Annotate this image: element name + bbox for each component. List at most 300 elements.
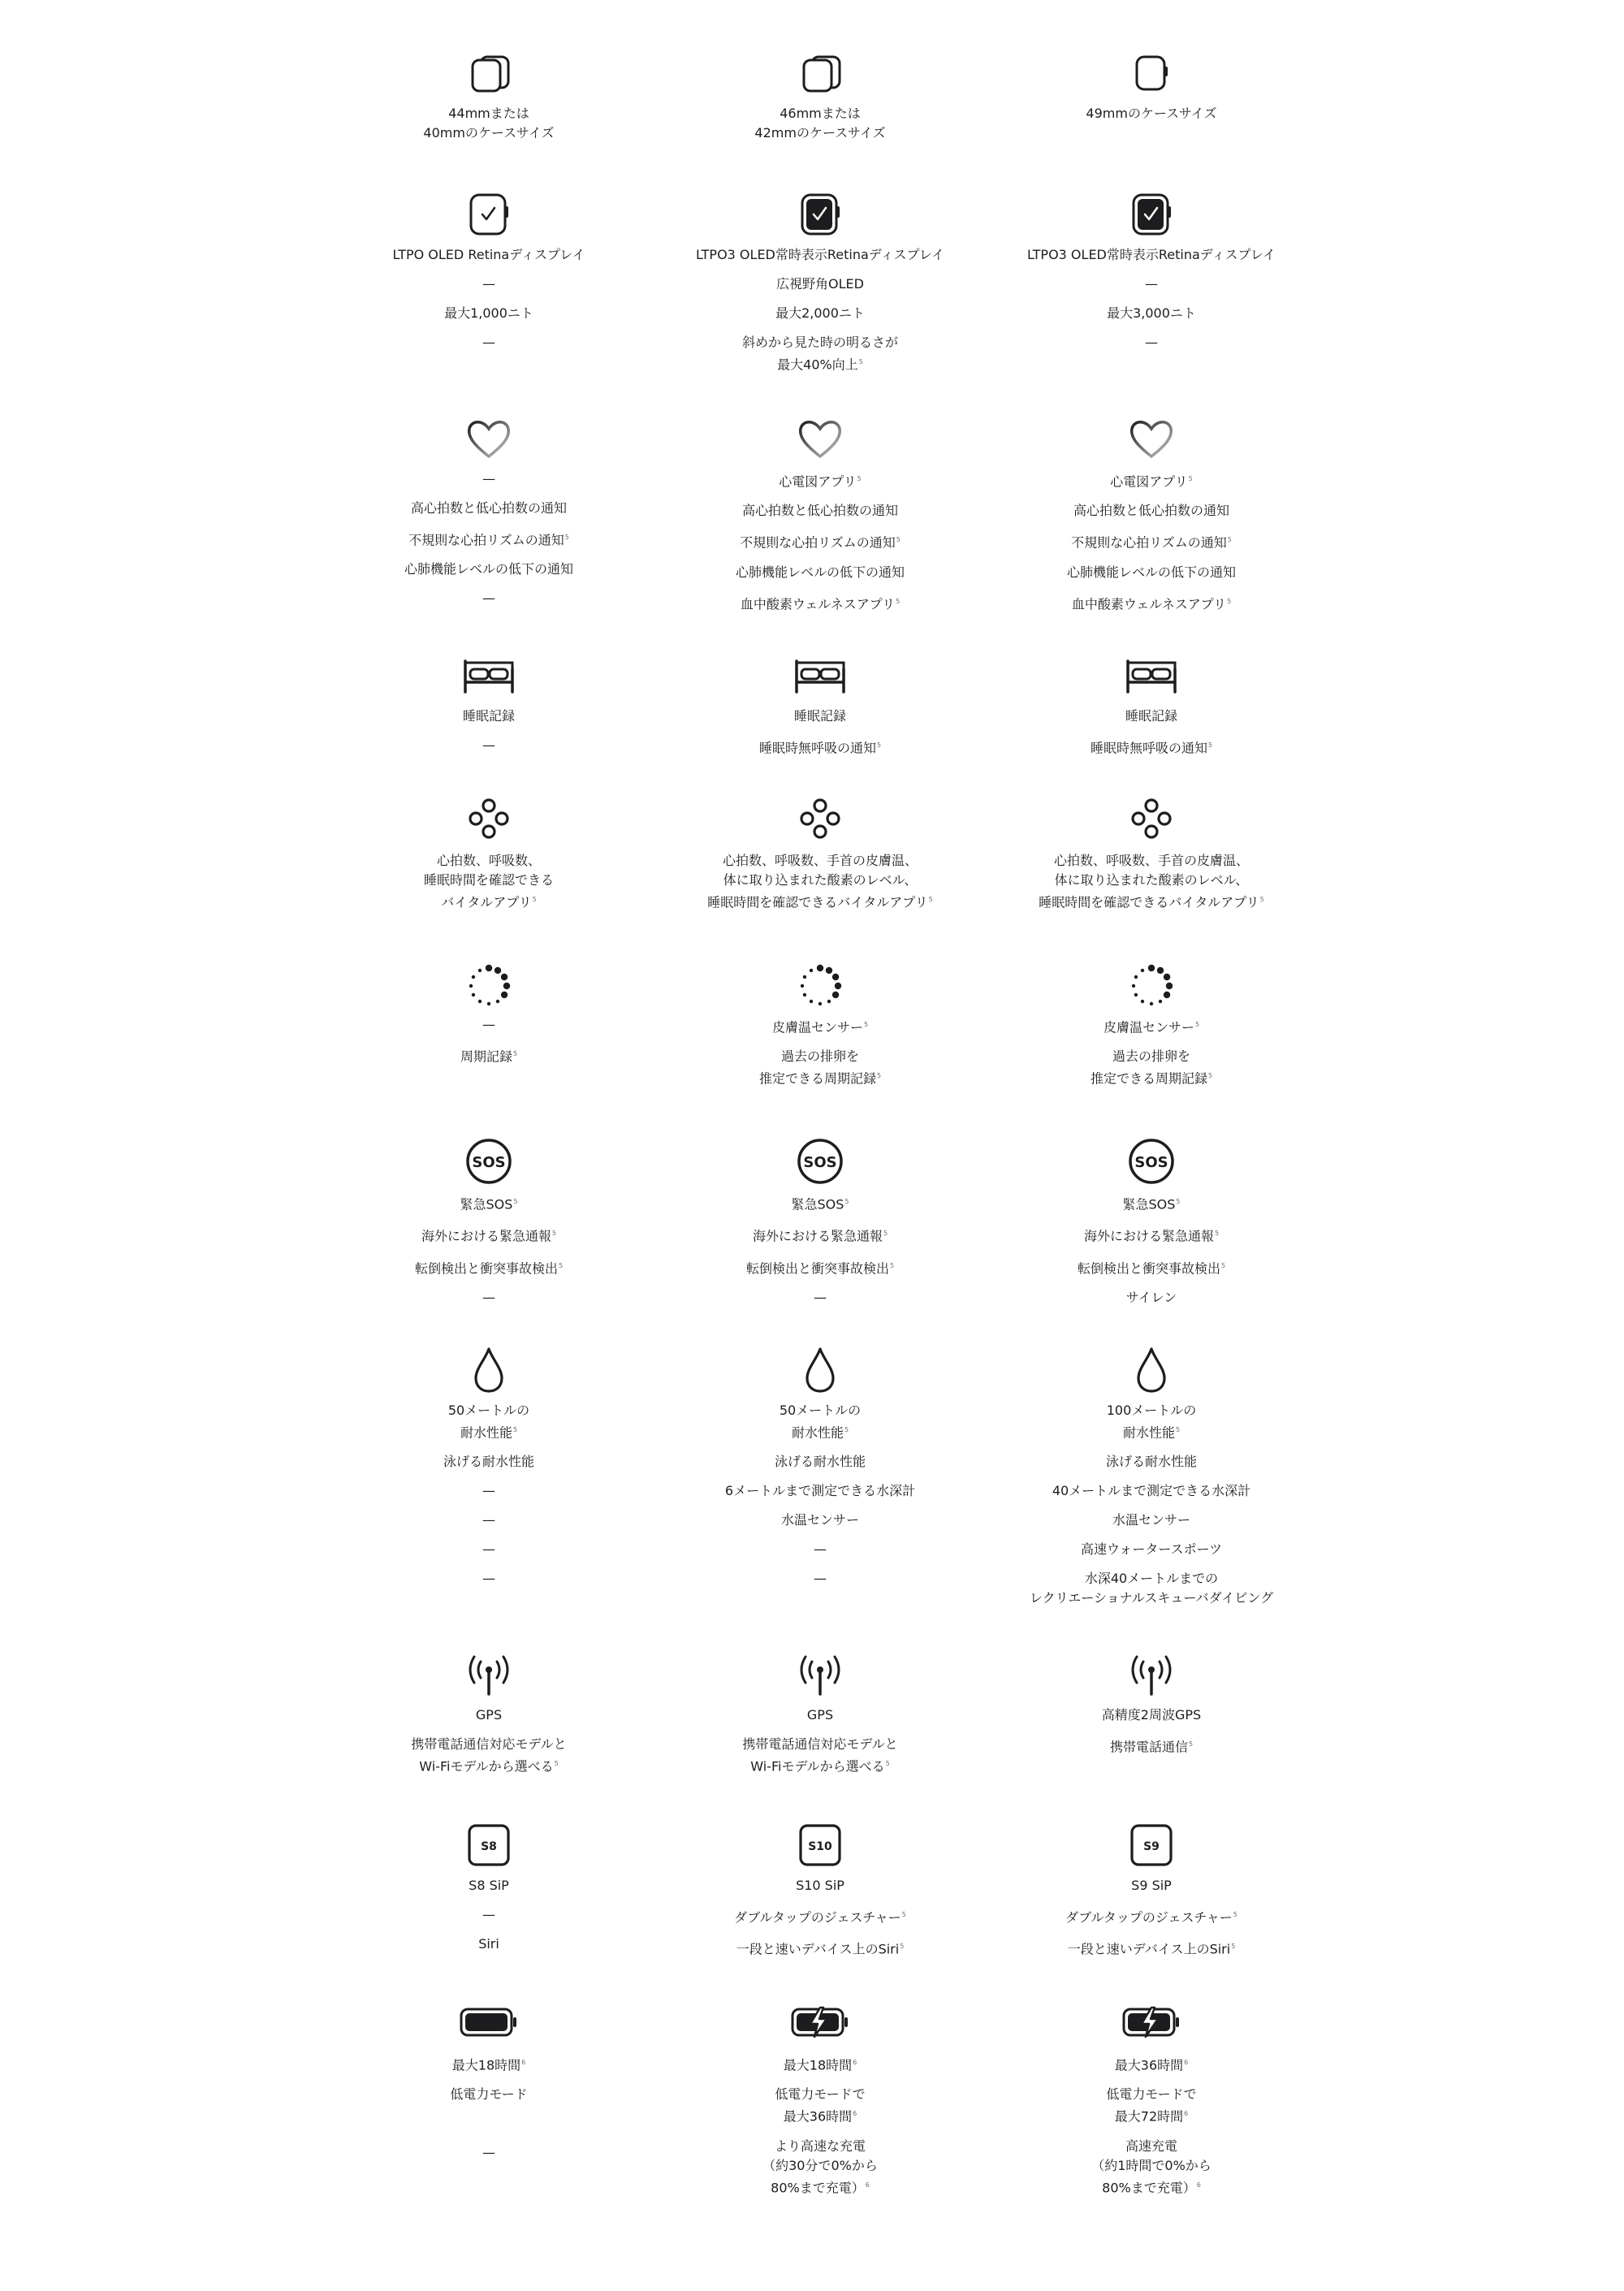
- footnote-marker[interactable]: 5: [1259, 896, 1264, 903]
- feature-line: [310, 304, 667, 323]
- feature-section: [310, 1819, 667, 1964]
- heart-icon: [1115, 413, 1188, 465]
- feature-line-text: —: [814, 1289, 827, 1305]
- antenna-icon: [1115, 1649, 1188, 1701]
- water-drop-icon: [452, 1344, 525, 1396]
- footnote-marker[interactable]: 5: [512, 1426, 518, 1433]
- feature-line: [310, 2053, 667, 2075]
- water-drop-icon: [1115, 1344, 1188, 1396]
- feature-line-text: 睡眠記録: [793, 708, 846, 724]
- footnote-marker[interactable]: 5: [863, 1021, 869, 1028]
- feature-line-text: 最大1,000ニト: [444, 305, 533, 321]
- feature-line-text: 最大36時間: [1114, 2057, 1184, 2073]
- feature-line: [310, 2143, 667, 2163]
- chip-icon: [784, 1819, 857, 1871]
- feature-line: [973, 592, 1330, 614]
- feature-line-text: 不規則な心拍リズムの通知: [740, 534, 896, 551]
- footnote-marker[interactable]: 5: [876, 1072, 882, 1080]
- vitals-icon: [452, 794, 525, 846]
- footnote-marker[interactable]: 5: [876, 741, 882, 749]
- feature-line: [641, 1015, 999, 1037]
- footnote-marker[interactable]: 5: [532, 896, 537, 903]
- feature-line-text: 心拍数、呼吸数、 睡眠時間を確認できる バイタルアプリ: [423, 853, 554, 910]
- footnote-marker[interactable]: 5: [889, 1261, 895, 1269]
- column-middle: [641, 0, 999, 2291]
- feature-line-text: 40メートルまで測定できる水深計: [1052, 1483, 1251, 1499]
- feature-line: [310, 104, 667, 143]
- footnote-marker[interactable]: 5: [844, 1426, 849, 1433]
- feature-section: [973, 1344, 1330, 1618]
- feature-line-text: 緊急SOS: [1122, 1196, 1176, 1213]
- feature-line: [641, 1876, 999, 1895]
- feature-line-text: 心肺機能レベルの低下の通知: [404, 561, 573, 577]
- feature-line: [973, 1288, 1330, 1308]
- sos-icon: [1115, 1135, 1188, 1187]
- feature-section: [310, 47, 667, 153]
- feature-line: [973, 1224, 1330, 1246]
- feature-line: [310, 1192, 667, 1214]
- footnote-marker[interactable]: 5: [1220, 1261, 1226, 1269]
- feature-section: [641, 1135, 999, 1317]
- feature-section: [310, 1996, 667, 2172]
- feature-line: [310, 499, 667, 518]
- feature-line-text: —: [482, 471, 495, 486]
- feature-line-text: 周期記録: [460, 1048, 512, 1065]
- feature-line-text: 携帯電話通信対応モデルと Wi-Fiモデルから選べる: [742, 1736, 898, 1774]
- feature-line-text: 転倒検出と衝突事故検出: [1077, 1260, 1220, 1276]
- feature-lines: [310, 1015, 667, 1066]
- footnote-marker[interactable]: 5: [1175, 1426, 1181, 1433]
- feature-line-text: 最大18時間: [451, 2057, 521, 2073]
- feature-section: [310, 650, 667, 765]
- battery-full-icon: [452, 1996, 525, 2048]
- feature-line-text: 6メートルまで測定できる水深計: [724, 1483, 916, 1499]
- feature-line: [310, 1224, 667, 1246]
- feature-line: [641, 1256, 999, 1278]
- antenna-icon: [452, 1649, 525, 1701]
- feature-lines: [641, 1401, 999, 1589]
- feature-line: [310, 1735, 667, 1776]
- feature-section: [641, 47, 999, 153]
- feature-line: [310, 1569, 667, 1589]
- feature-line-text: LTPO OLED Retinaディスプレイ: [392, 247, 585, 262]
- feature-section: [310, 1649, 667, 1786]
- footnote-marker[interactable]: 5: [1227, 597, 1232, 605]
- feature-line: [641, 1705, 999, 1725]
- feature-line-text: 転倒検出と衝突事故検出: [745, 1260, 889, 1276]
- svg-text:S9: S9: [1143, 1840, 1160, 1853]
- feature-line: [973, 2053, 1330, 2075]
- feature-section: [973, 188, 1330, 362]
- feature-section: [641, 958, 999, 1099]
- footnote-marker[interactable]: 5: [857, 475, 862, 482]
- battery-charging-icon: [784, 1996, 857, 2048]
- feature-section: [641, 794, 999, 922]
- feature-section: [641, 1996, 999, 2207]
- feature-line: [310, 2085, 667, 2104]
- feature-line: [641, 1047, 999, 1088]
- feature-lines: [973, 1876, 1330, 1960]
- footnote-marker[interactable]: 5: [564, 534, 569, 541]
- feature-line-text: 水温センサー: [780, 1512, 859, 1528]
- feature-line: [973, 736, 1330, 758]
- footnote-marker[interactable]: 5: [513, 1198, 518, 1205]
- feature-line-text: 最大3,000ニト: [1107, 305, 1196, 321]
- feature-line: [973, 1047, 1330, 1088]
- svg-text:SOS: SOS: [803, 1154, 837, 1171]
- feature-line-text: 皮膚温センサー: [1103, 1019, 1194, 1035]
- feature-line-text: 睡眠記録: [1125, 708, 1177, 724]
- display-outline-icon: [452, 188, 525, 240]
- feature-lines: [310, 1192, 667, 1308]
- feature-line: [973, 563, 1330, 582]
- feature-line: [973, 851, 1330, 912]
- feature-line-text: 水深40メートルまでの レクリエーショナルスキューバダイビング: [1029, 1571, 1273, 1606]
- feature-line-text: 水温センサー: [1112, 1512, 1190, 1528]
- feature-section: [310, 188, 667, 362]
- feature-line-text: 心電図アプリ: [779, 473, 857, 490]
- feature-lines: [310, 1401, 667, 1589]
- feature-line: [310, 333, 667, 352]
- feature-lines: [310, 1705, 667, 1776]
- footnote-marker[interactable]: 5: [1227, 536, 1232, 544]
- footnote-marker[interactable]: 5: [554, 1760, 559, 1767]
- feature-line-text: 高精度2周波GPS: [1101, 1707, 1202, 1723]
- feature-line-text: 49mmのケースサイズ: [1086, 106, 1217, 121]
- feature-line: [641, 1905, 999, 1927]
- footnote-marker[interactable]: 5: [896, 536, 901, 544]
- feature-lines: [973, 707, 1330, 758]
- feature-line: [310, 1401, 667, 1442]
- feature-line: [641, 851, 999, 912]
- feature-line: [641, 1481, 999, 1501]
- feature-line: [973, 2137, 1330, 2198]
- feature-line: [310, 1905, 667, 1925]
- watch-case-dual-icon: [784, 47, 857, 99]
- vitals-icon: [784, 794, 857, 846]
- feature-line: [641, 2053, 999, 2075]
- cycle-icon: [452, 958, 525, 1010]
- feature-lines: [973, 245, 1330, 352]
- column-right: [973, 0, 1330, 2291]
- antenna-icon: [784, 1649, 857, 1701]
- feature-line-text: 心拍数、呼吸数、手首の皮膚温、 体に取り込まれた酸素のレベル、 睡眠時間を確認できるバイタルアプリ: [707, 853, 928, 910]
- feature-line: [310, 560, 667, 579]
- feature-line-text: 高速充電 （約1時間で0%から 80%まで充電）: [1091, 2138, 1212, 2195]
- feature-line-text: ダブルタップのジェスチャー: [1065, 1909, 1233, 1926]
- feature-line: [973, 469, 1330, 491]
- feature-section: [973, 1135, 1330, 1317]
- feature-lines: [973, 2053, 1330, 2198]
- feature-line-text: —: [482, 1017, 495, 1032]
- feature-lines: [973, 1401, 1330, 1608]
- feature-lines: [310, 2053, 667, 2163]
- feature-line: [641, 1540, 999, 1559]
- feature-section: [310, 794, 667, 922]
- feature-line: [641, 1224, 999, 1246]
- feature-line: [310, 851, 667, 912]
- feature-line: [641, 501, 999, 521]
- feature-line: [310, 245, 667, 265]
- feature-line: [310, 469, 667, 489]
- footnote-marker[interactable]: 6: [1184, 2110, 1189, 2118]
- feature-line-text: 血中酸素ウェルネスアプリ: [1071, 595, 1227, 612]
- feature-line-text: —: [814, 1571, 827, 1587]
- feature-line-text: —: [482, 276, 495, 292]
- water-drop-icon: [784, 1344, 857, 1396]
- footnote-marker[interactable]: 5: [896, 597, 901, 605]
- feature-line: [973, 1569, 1330, 1608]
- feature-line-text: 血中酸素ウェルネスアプリ: [740, 595, 896, 612]
- feature-lines: [310, 104, 667, 143]
- feature-line: [641, 1569, 999, 1589]
- cycle-icon: [1115, 958, 1188, 1010]
- feature-line-text: 最大2,000ニト: [775, 305, 865, 321]
- feature-line: [310, 1705, 667, 1725]
- feature-line: [310, 589, 667, 608]
- feature-line-text: S8 SiP: [469, 1878, 509, 1893]
- feature-lines: [310, 245, 667, 352]
- feature-lines: [641, 851, 999, 912]
- footnote-marker[interactable]: 5: [1207, 1072, 1213, 1080]
- footnote-marker[interactable]: 5: [901, 1911, 906, 1918]
- vitals-icon: [1115, 794, 1188, 846]
- footnote-marker[interactable]: 5: [1233, 1911, 1237, 1918]
- feature-line-text: 転倒検出と衝突事故検出: [414, 1260, 558, 1276]
- feature-line: [641, 104, 999, 143]
- feature-line-text: 不規則な心拍リズムの通知: [1071, 534, 1227, 551]
- feature-lines: [973, 1705, 1330, 1757]
- heart-icon: [452, 413, 525, 465]
- feature-line: [973, 1705, 1330, 1725]
- feature-line: [310, 1288, 667, 1308]
- feature-line-text: 高心拍数と低心拍数の通知: [1073, 503, 1229, 519]
- feature-section: [310, 1135, 667, 1317]
- footnote-marker[interactable]: 5: [1194, 1021, 1200, 1028]
- feature-section: [641, 413, 999, 624]
- footnote-marker[interactable]: 5: [558, 1261, 564, 1269]
- feature-line: [973, 274, 1330, 294]
- footnote-marker[interactable]: 6: [853, 2059, 857, 2066]
- feature-line-text: より高速な充電 （約30分で0%から 80%まで充電）: [762, 2138, 878, 2195]
- feature-line: [310, 1934, 667, 1954]
- feature-line: [641, 1401, 999, 1442]
- feature-line-text: —: [482, 1483, 495, 1499]
- feature-section: [973, 1819, 1330, 1969]
- footnote-marker[interactable]: 6: [1196, 2181, 1201, 2189]
- feature-line: [641, 530, 999, 552]
- feature-line: [973, 501, 1330, 521]
- feature-section: [310, 413, 667, 618]
- feature-lines: [641, 1192, 999, 1308]
- feature-line: [641, 1192, 999, 1214]
- feature-section: [973, 1649, 1330, 1766]
- feature-line-text: LTPO3 OLED常時表示Retinaディスプレイ: [1026, 247, 1276, 262]
- feature-line: [310, 1511, 667, 1530]
- footnote-marker[interactable]: 5: [1188, 1740, 1194, 1748]
- feature-line-text: 睡眠記録: [462, 708, 515, 724]
- feature-line-text: 一段と速いデバイス上のSiri: [1067, 1941, 1231, 1957]
- feature-line: [641, 1452, 999, 1472]
- feature-line-text: 海外における緊急通報: [421, 1228, 551, 1244]
- feature-line: [310, 1876, 667, 1895]
- feature-line: [310, 1540, 667, 1559]
- feature-line-text: —: [1145, 276, 1158, 292]
- feature-line: [973, 1452, 1330, 1472]
- feature-line-text: —: [482, 1289, 495, 1305]
- feature-line-text: 海外における緊急通報: [1083, 1228, 1214, 1244]
- bed-icon: [1115, 650, 1188, 702]
- footnote-marker[interactable]: 5: [885, 1760, 890, 1767]
- column-left: [310, 0, 667, 2291]
- feature-line: [641, 245, 999, 265]
- feature-line: [641, 2137, 999, 2198]
- feature-line-text: 46mmまたは 42mmのケースサイズ: [754, 106, 886, 140]
- feature-line-text: 高心拍数と低心拍数の通知: [410, 500, 567, 516]
- feature-line: [641, 1288, 999, 1308]
- feature-line-text: —: [482, 1907, 495, 1922]
- feature-line: [973, 530, 1330, 552]
- feature-line: [641, 274, 999, 294]
- feature-line-text: 携帯電話通信対応モデルと Wi-Fiモデルから選べる: [411, 1736, 567, 1774]
- feature-line-text: 100メートルの 耐水性能: [1106, 1403, 1197, 1441]
- feature-line-text: GPS: [475, 1707, 503, 1723]
- footnote-marker[interactable]: 5: [858, 358, 863, 365]
- feature-line: [641, 469, 999, 491]
- feature-line-text: 携帯電話通信: [1109, 1739, 1188, 1755]
- feature-lines: [973, 1015, 1330, 1089]
- watch-case-single-icon: [1115, 47, 1188, 99]
- feature-line-text: 心肺機能レベルの低下の通知: [1066, 564, 1236, 580]
- bed-icon: [784, 650, 857, 702]
- feature-line: [310, 736, 667, 755]
- feature-line-text: 過去の排卵を 推定できる周期記録: [1090, 1048, 1207, 1087]
- feature-line-text: 一段と速いデバイス上のSiri: [736, 1941, 900, 1957]
- feature-line: [641, 1937, 999, 1959]
- feature-lines: [641, 1015, 999, 1089]
- watch-case-dual-icon: [452, 47, 525, 99]
- feature-line: [641, 707, 999, 726]
- sos-icon: [452, 1135, 525, 1187]
- feature-line: [973, 1511, 1330, 1530]
- footnote-marker[interactable]: 6: [1184, 2059, 1189, 2066]
- feature-lines: [973, 469, 1330, 614]
- feature-line: [310, 1481, 667, 1501]
- footnote-marker[interactable]: 5: [1207, 741, 1213, 749]
- feature-section: [973, 1996, 1330, 2207]
- footnote-marker[interactable]: 5: [551, 1230, 557, 1238]
- footnote-marker[interactable]: 5: [900, 1943, 905, 1951]
- feature-line: [973, 1905, 1330, 1927]
- feature-line: [973, 1735, 1330, 1757]
- feature-line-text: 心拍数、呼吸数、手首の皮膚温、 体に取り込まれた酸素のレベル、 睡眠時間を確認できるバイタルアプリ: [1039, 853, 1259, 910]
- footnote-marker[interactable]: 5: [512, 1050, 518, 1057]
- chip-icon: [1115, 1819, 1188, 1871]
- feature-line: [310, 274, 667, 294]
- feature-section: [641, 188, 999, 384]
- feature-line-text: 泳げる耐水性能: [774, 1454, 866, 1470]
- feature-section: [641, 650, 999, 767]
- bed-icon: [452, 650, 525, 702]
- footnote-marker[interactable]: 6: [853, 2110, 857, 2118]
- feature-line-text: —: [482, 590, 495, 607]
- feature-section: [973, 650, 1330, 767]
- feature-line-text: S9 SiP: [1131, 1878, 1172, 1893]
- feature-line: [973, 1481, 1330, 1501]
- feature-line-text: 最大18時間: [783, 2057, 853, 2073]
- footnote-marker[interactable]: 6: [865, 2181, 870, 2189]
- feature-line-text: 低電力モード: [450, 2086, 528, 2103]
- footnote-marker[interactable]: 5: [1231, 1943, 1236, 1951]
- feature-line: [973, 1876, 1330, 1895]
- feature-lines: [641, 245, 999, 374]
- feature-lines: [973, 851, 1330, 912]
- feature-line-text: —: [482, 1512, 495, 1528]
- feature-line: [310, 1044, 667, 1066]
- feature-line-text: 低電力モードで 最大72時間: [1106, 2086, 1197, 2125]
- footnote-marker[interactable]: 5: [1214, 1230, 1220, 1238]
- feature-line: [641, 2085, 999, 2126]
- feature-line: [310, 707, 667, 726]
- footnote-marker[interactable]: 5: [1188, 475, 1193, 482]
- feature-line: [310, 1452, 667, 1472]
- feature-line-text: —: [482, 1571, 495, 1587]
- feature-lines: [310, 707, 667, 755]
- feature-line-text: —: [482, 2145, 495, 2161]
- svg-text:SOS: SOS: [1134, 1154, 1168, 1171]
- feature-section: [310, 1344, 667, 1598]
- feature-line-text: Siri: [478, 1936, 499, 1952]
- footnote-marker[interactable]: 5: [883, 1230, 888, 1238]
- feature-line-text: 緊急SOS: [460, 1196, 513, 1213]
- feature-line-text: 斜めから見た時の明るさが 最大40%向上: [741, 335, 898, 373]
- feature-line: [973, 304, 1330, 323]
- feature-lines: [641, 1705, 999, 1776]
- svg-text:S10: S10: [808, 1840, 832, 1853]
- feature-line-text: LTPO3 OLED常時表示Retinaディスプレイ: [695, 247, 945, 262]
- sos-icon: [784, 1135, 857, 1187]
- feature-line: [973, 1401, 1330, 1442]
- feature-lines: [641, 2053, 999, 2198]
- feature-line-text: 低電力モードで 最大36時間: [775, 2086, 866, 2125]
- feature-section: [973, 413, 1330, 624]
- feature-line: [641, 736, 999, 758]
- feature-section: [641, 1344, 999, 1598]
- feature-line: [973, 1540, 1330, 1559]
- svg-text:SOS: SOS: [472, 1154, 506, 1171]
- feature-line: [973, 1256, 1330, 1278]
- footnote-marker[interactable]: 5: [844, 1198, 849, 1205]
- feature-line-text: 50メートルの 耐水性能: [447, 1403, 530, 1441]
- feature-line-text: 高心拍数と低心拍数の通知: [741, 503, 898, 519]
- battery-charging-icon: [1115, 1996, 1188, 2048]
- feature-lines: [310, 469, 667, 608]
- feature-line-text: 泳げる耐水性能: [443, 1454, 534, 1470]
- feature-line-text: 過去の排卵を 推定できる周期記録: [758, 1048, 876, 1087]
- feature-lines: [641, 104, 999, 143]
- feature-line: [641, 592, 999, 614]
- footnote-marker[interactable]: 6: [521, 2059, 526, 2066]
- svg-text:S8: S8: [481, 1840, 497, 1853]
- display-filled-icon: [1115, 188, 1188, 240]
- footnote-marker[interactable]: 5: [928, 896, 933, 903]
- feature-line-text: —: [482, 1541, 495, 1558]
- feature-line-text: 不規則な心拍リズムの通知: [408, 532, 564, 548]
- footnote-marker[interactable]: 5: [1176, 1198, 1181, 1205]
- feature-line: [310, 528, 667, 550]
- feature-line-text: —: [814, 1541, 827, 1558]
- feature-line-text: —: [482, 737, 495, 753]
